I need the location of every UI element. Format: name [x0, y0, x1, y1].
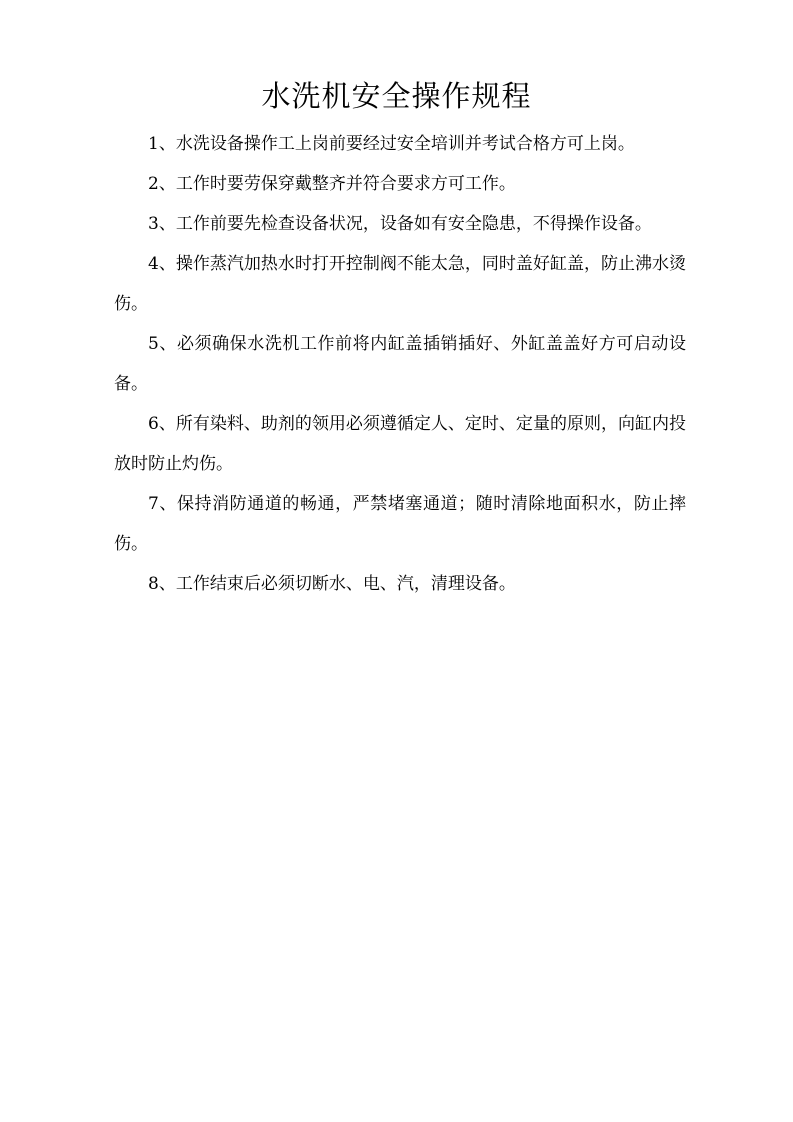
regulation-item-2: 2、工作时要劳保穿戴整齐并符合要求方可工作。: [148, 174, 516, 194]
regulation-item-4: 4、操作蒸汽加热水时打开控制阀不能太急，同时盖好缸盖，防止沸水烫伤。: [114, 254, 686, 314]
regulation-item-5: 5、必须确保水洗机工作前将内缸盖插销插好、外缸盖盖好方可启动设备。: [114, 334, 686, 394]
regulation-item-3: 3、工作前要先检查设备状况，设备如有安全隐患，不得操作设备。: [148, 214, 652, 234]
regulation-item-6: 6、所有染料、助剂的领用必须遵循定人、定时、定量的原则，向缸内投放时防止灼伤。: [114, 414, 686, 474]
regulation-list: [114, 124, 686, 604]
regulation-item-7: 7、保持消防通道的畅通，严禁堵塞通道；随时清除地面积水，防止摔伤。: [114, 494, 686, 554]
page-title: 水洗机安全操作规程: [261, 79, 532, 113]
regulation-item-8: 8、工作结束后必须切断水、电、汽，清理设备。: [148, 574, 516, 594]
regulation-item-1: 1、水洗设备操作工上岗前要经过安全培训并考试合格方可上岗。: [148, 134, 635, 154]
